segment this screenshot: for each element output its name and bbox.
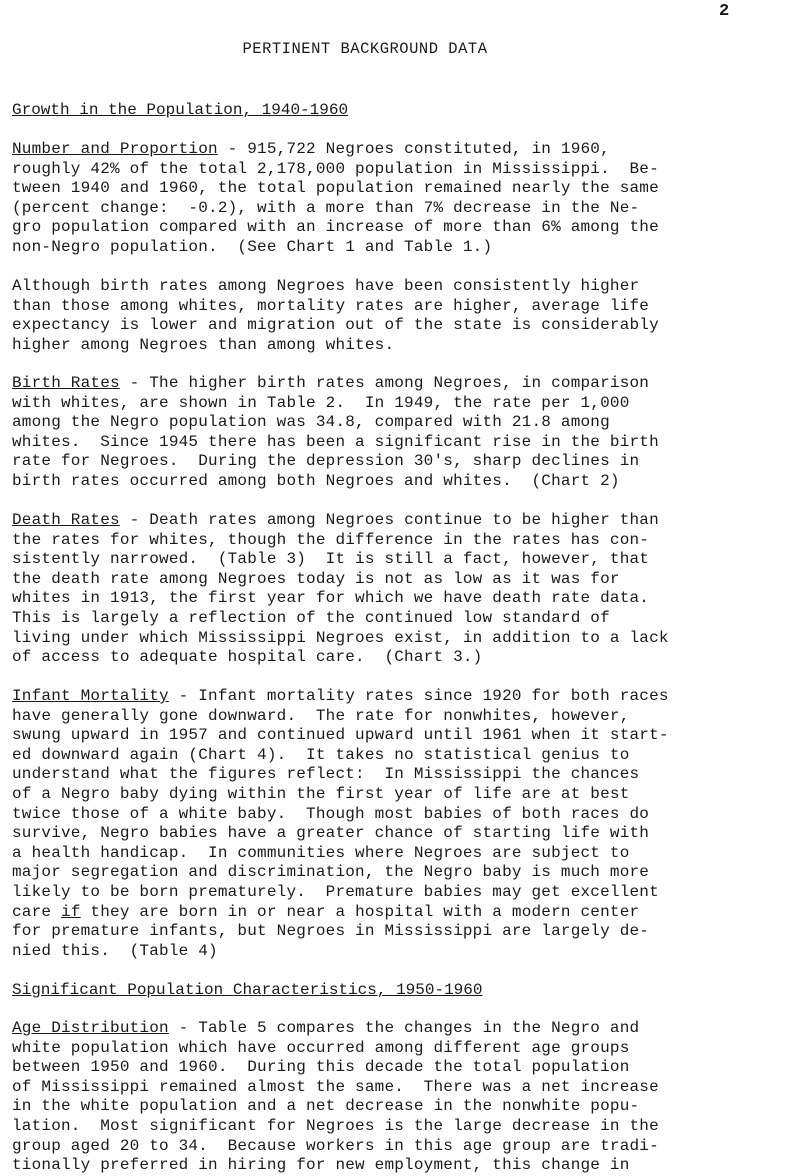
text-line: of Mississippi remained almost the same. There was a net increase	[12, 1077, 659, 1096]
text-line: whites in 1913, the first year for which we have death rate data.	[12, 589, 650, 608]
text-line: Age Distribution - Table 5 compares the changes in the Negro and	[12, 1019, 640, 1037]
text-line: swung upward in 1957 and continued upward until 1961 when it start-	[12, 726, 669, 745]
paragraph-label: Birth Rates	[12, 374, 120, 392]
text-line: (percent change: -0.2), with a more than 7% decrease in the Ne-	[12, 198, 640, 217]
text-line: Number and Proportion - 915,722 Negroes constituted, in 1960,	[12, 140, 610, 158]
text-line: sistently narrowed. (Table 3) It is still a fact, however, that	[12, 550, 650, 569]
section-heading-population-growth: Growth in the Population, 1940-1960	[12, 101, 349, 119]
text-line: lation. Most significant for Negroes is the large decrease in the	[12, 1116, 659, 1135]
text-line: the rates for whites, though the difference in the rates has con-	[12, 530, 650, 549]
text-line: white population which have occurred among different age groups	[12, 1038, 630, 1057]
paragraph-number-and-proportion	[12, 140, 788, 258]
text-line: for premature infants, but Negroes in Mississippi are largely de-	[12, 922, 650, 941]
text-line: whites. Since 1945 there has been a significant rise in the birth	[12, 432, 659, 451]
text-line: of access to adequate hospital care. (Chart 3.)	[12, 648, 483, 667]
page-number: 2	[719, 2, 730, 21]
text-line: birth rates occurred among both Negroes and whites. (Chart 2)	[12, 471, 620, 490]
text-line: a health handicap. In communities where Negroes are subject to	[12, 843, 630, 862]
text-line: gro population compared with an increase of more than 6% among the	[12, 218, 659, 237]
text-line: This is largely a reflection of the continued low standard of	[12, 608, 610, 627]
paragraph-label: Age Distribution	[12, 1019, 169, 1037]
text-line: Although birth rates among Negroes have been consistently higher	[12, 277, 640, 295]
section-heading-population-characteristics: Significant Population Characteristics, 1950-1960	[12, 981, 483, 999]
text-line: likely to be born prematurely. Premature babies may get excellent	[12, 882, 659, 901]
text-line: of a Negro baby dying within the first year of life are at best	[12, 784, 630, 803]
text-line: tionally preferred in hiring for new employment, this change in	[12, 1156, 630, 1175]
text-line: with whites, are shown in Table 2. In 1949, the rate per 1,000	[12, 393, 630, 412]
text-line: care if they are born in or near a hospital with a modern center	[12, 902, 640, 921]
text-line: the death rate among Negroes today is not as low as it was for	[12, 569, 620, 588]
text-line: in the white population and a net decrease in the nonwhite popu-	[12, 1097, 640, 1116]
paragraph-age-distribution	[12, 1019, 788, 1176]
paragraph-label: Infant Mortality	[12, 687, 169, 705]
text-line: understand what the figures reflect: In Mississippi the chances	[12, 765, 640, 784]
text-line: higher among Negroes than among whites.	[12, 335, 395, 354]
document-title: PERTINENT BACKGROUND DATA	[242, 40, 488, 58]
text-line: roughly 42% of the total 2,178,000 population in Mississippi. Be-	[12, 159, 659, 178]
text-line: expectancy is lower and migration out of the state is considerably	[12, 316, 659, 335]
text-line: twice those of a white baby. Though most babies of both races do	[12, 804, 650, 823]
text-line: between 1950 and 1960. During this decade the total population	[12, 1058, 630, 1077]
paragraph-birth-rates	[12, 374, 788, 492]
text-line: nied this. (Table 4)	[12, 941, 218, 960]
paragraph-infant-mortality	[12, 687, 788, 961]
text-line: have generally gone downward. The rate for nonwhites, however,	[12, 706, 630, 725]
text-line: rate for Negroes. During the depression 30's, sharp declines in	[12, 452, 640, 471]
paragraph-birth-and-mortality	[12, 277, 788, 355]
text-line: living under which Mississippi Negroes exist, in addition to a lack	[12, 628, 669, 647]
text-line: than those among whites, mortality rates are higher, average life	[12, 296, 650, 315]
paragraph-death-rates	[12, 511, 788, 668]
text-line: ed downward again (Chart 4). It takes no statistical genius to	[12, 745, 630, 764]
text-line: tween 1940 and 1960, the total population remained nearly the same	[12, 179, 659, 198]
text-line: group aged 20 to 34. Because workers in this age group are tradi-	[12, 1136, 659, 1155]
text-line: among the Negro population was 34.8, compared with 21.8 among	[12, 413, 610, 432]
text-line: major segregation and discrimination, the Negro baby is much more	[12, 863, 650, 882]
text-line: non-Negro population. (See Chart 1 and Table 1.)	[12, 237, 493, 256]
text-line: Birth Rates - The higher birth rates among Negroes, in comparison	[12, 374, 650, 392]
paragraph-label: Death Rates	[12, 511, 120, 529]
text-line: Death Rates - Death rates among Negroes continue to be higher than	[12, 511, 659, 529]
text-line: survive, Negro babies have a greater chance of starting life with	[12, 824, 650, 843]
text-line: Infant Mortality - Infant mortality rates since 1920 for both races	[12, 687, 669, 705]
paragraph-label: Number and Proportion	[12, 140, 218, 158]
emphasis-if: if	[61, 902, 81, 921]
